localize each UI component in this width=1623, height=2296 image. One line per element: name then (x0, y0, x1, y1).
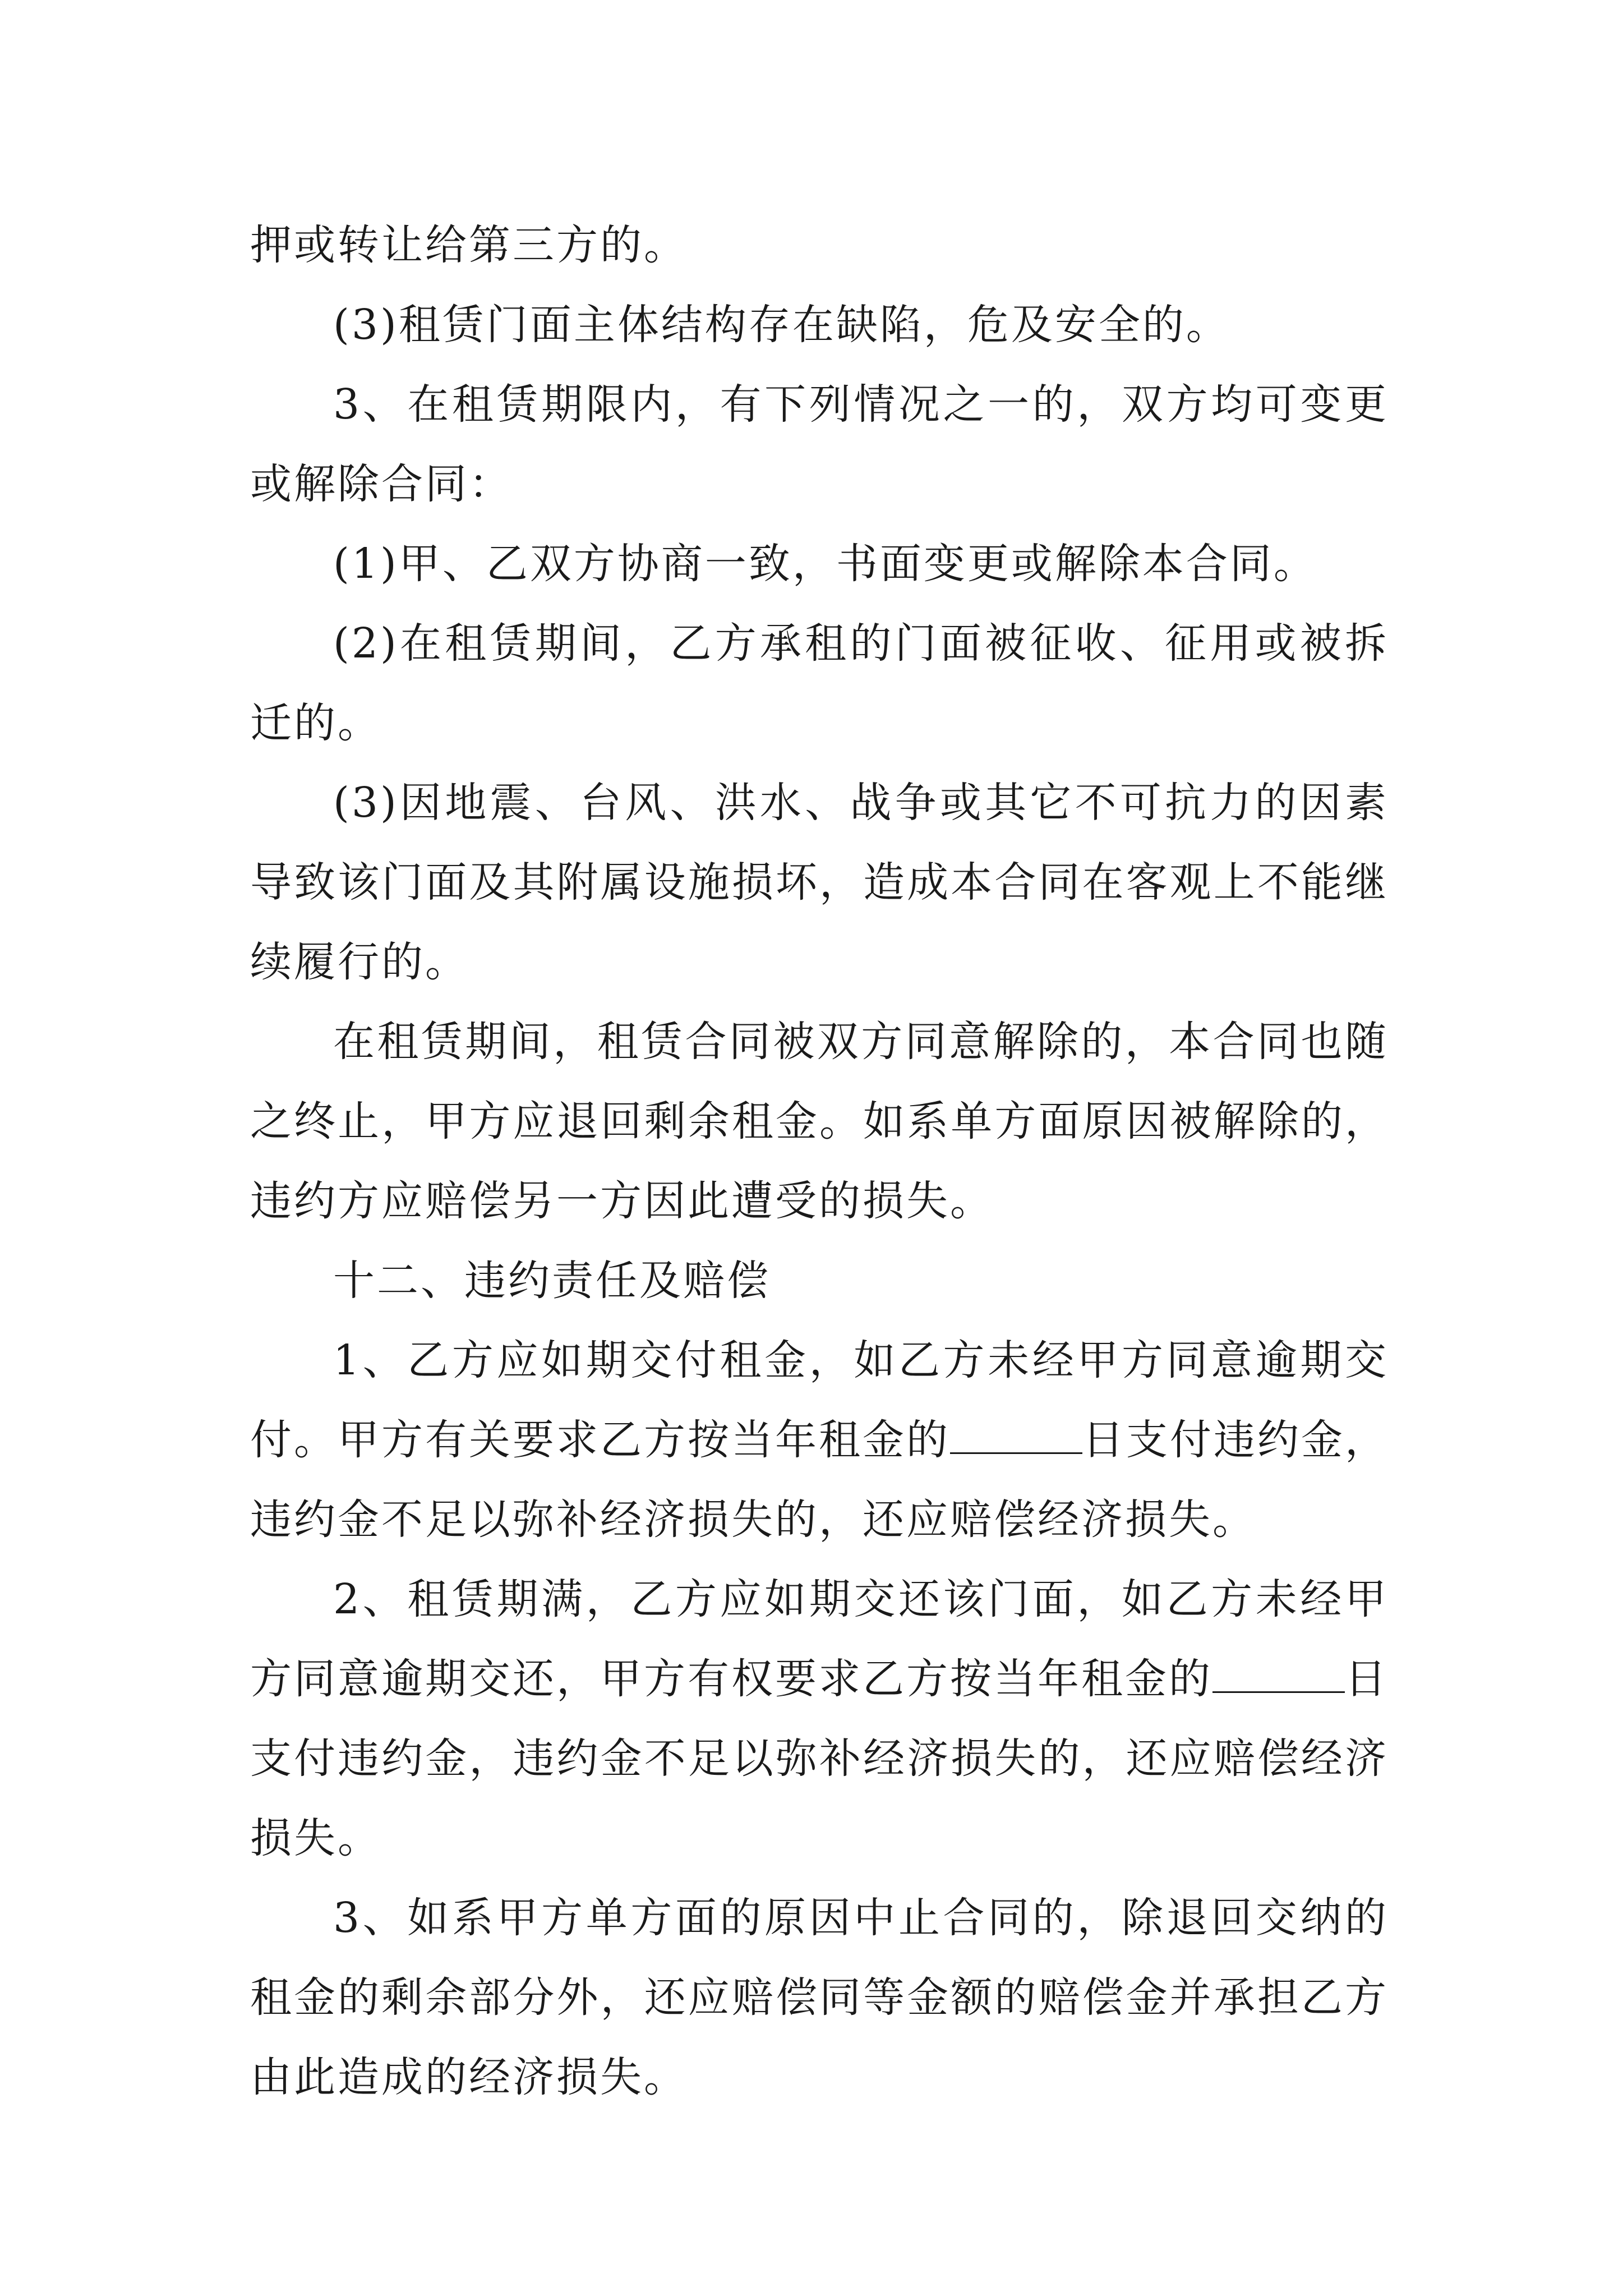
section-heading-12-liability: 十二、违约责任及赔偿 (333, 1257, 771, 1305)
paragraph-item-2-late-return (250, 1559, 1389, 1878)
paragraph-item-1-late-rent (250, 1320, 1389, 1559)
contract-text-body (250, 205, 1389, 2117)
paragraph-item-3-change-or-terminate: 3、在租赁期限内，有下列情况之一的，双方均可变更或解除合同： (250, 380, 1389, 508)
fill-in-blank (1212, 1658, 1345, 1693)
paragraph-text-before-blank: 2、租赁期满，乙方应如期交还该门面，如乙方未经甲方同意逾期交还，甲方有权要求乙方按当年租金的 (250, 1575, 1389, 1703)
paragraph-text-after-blank: 日支付违约金，违约金不足以弥补经济损失的，还应赔偿经济损失。 (250, 1416, 1389, 1544)
paragraph-clause-3-structure-defect: (3)租赁门面主体结构存在缺陷，危及安全的。 (333, 301, 1230, 349)
paragraph-clause-1-mutual-agreement: (1)甲、乙双方协商一致，书面变更或解除本合同。 (333, 540, 1317, 588)
fill-in-blank (950, 1419, 1082, 1454)
paragraph-text-after-blank: 日支付违约金，违约金不足以弥补经济损失的，还应赔偿经济损失。 (250, 1655, 1389, 1862)
paragraph-item-3-landlord-breach: 3、如系甲方单方面的原因中止合同的，除退回交纳的租金的剩余部分外，还应赔偿同等金额的赔偿金并承担乙方由此造成的经济损失。 (250, 1894, 1389, 2101)
paragraph-termination-refund: 在租赁期间，租赁合同被双方同意解除的，本合同也随之终止，甲方应退回剩余租金。如系单方面原因被解除的，违约方应赔偿另一方因此遭受的损失。 (250, 1018, 1389, 1225)
paragraph-clause-2-expropriation: (2)在租赁期间，乙方承租的门面被征收、征用或被拆迁的。 (250, 619, 1389, 747)
paragraph-clause-3-force-majeure: (3)因地震、台风、洪水、战争或其它不可抗力的因素导致该门面及其附属设施损坏，造成本合同在客观上不能继续履行的。 (250, 779, 1389, 986)
paragraph-text-before-blank: 1、乙方应如期交付租金，如乙方未经甲方同意逾期交付。甲方有关要求乙方按当年租金的 (250, 1336, 1389, 1464)
paragraph-continuation: 押或转让给第三方的。 (250, 221, 688, 269)
